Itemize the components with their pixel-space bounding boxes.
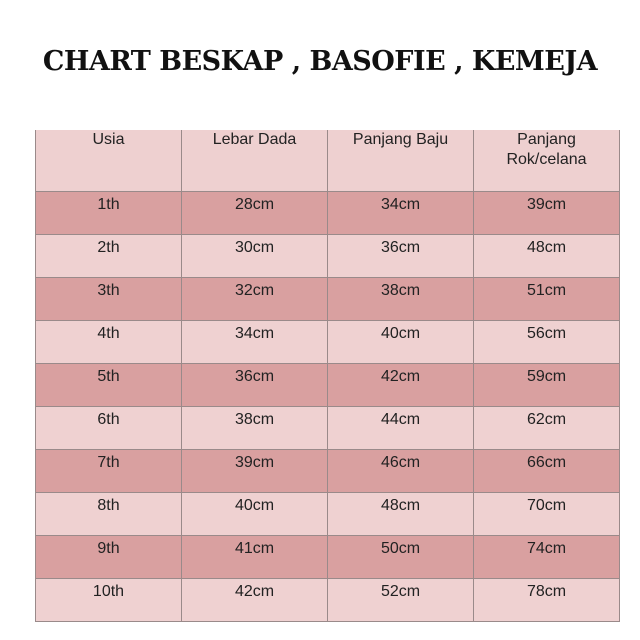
cell-lebar-dada: 30cm	[182, 235, 328, 278]
cell-panjang-rok-celana: 59cm	[474, 364, 620, 407]
cell-panjang-baju: 46cm	[328, 450, 474, 493]
cell-panjang-rok-celana: 39cm	[474, 192, 620, 235]
cell-usia: 10th	[36, 579, 182, 622]
cell-usia: 9th	[36, 536, 182, 579]
cell-panjang-baju: 52cm	[328, 579, 474, 622]
header-usia-label: Usia	[92, 131, 125, 148]
cell-panjang-rok-celana: 70cm	[474, 493, 620, 536]
header-panjang-rok-celana	[474, 130, 620, 192]
cell-panjang-baju: 38cm	[328, 278, 474, 321]
cell-usia: 5th	[36, 364, 182, 407]
cell-lebar-dada: 42cm	[182, 579, 328, 622]
cell-lebar-dada: 41cm	[182, 536, 328, 579]
cell-usia: 3th	[36, 278, 182, 321]
cell-panjang-rok-celana: 56cm	[474, 321, 620, 364]
table-row	[36, 321, 620, 364]
cell-usia: 8th	[36, 493, 182, 536]
page-title: CHART BESKAP , BASOFIE , KEMEJA	[42, 46, 598, 77]
table-row	[36, 278, 620, 321]
cell-usia: 4th	[36, 321, 182, 364]
table-row	[36, 192, 620, 235]
cell-usia: 1th	[36, 192, 182, 235]
cell-panjang-baju: 48cm	[328, 493, 474, 536]
cell-panjang-rok-celana: 74cm	[474, 536, 620, 579]
cell-panjang-rok-celana: 48cm	[474, 235, 620, 278]
table-row	[36, 235, 620, 278]
table-row	[36, 450, 620, 493]
cell-panjang-rok-celana: 78cm	[474, 579, 620, 622]
cell-panjang-baju: 42cm	[328, 364, 474, 407]
cell-panjang-baju: 44cm	[328, 407, 474, 450]
size-chart-table	[35, 130, 620, 622]
cell-usia: 6th	[36, 407, 182, 450]
header-rok-celana-label: Rok/celana	[506, 151, 587, 168]
cell-panjang-rok-celana: 51cm	[474, 278, 620, 321]
cell-lebar-dada: 28cm	[182, 192, 328, 235]
table-row	[36, 493, 620, 536]
table-row	[36, 407, 620, 450]
header-panjang-baju-label: Panjang Baju	[352, 131, 449, 148]
header-lebar-dada-label: Lebar Dada	[212, 131, 297, 148]
cell-lebar-dada: 38cm	[182, 407, 328, 450]
table-header-row	[36, 130, 620, 192]
header-lebar-dada	[182, 130, 328, 192]
table-row	[36, 364, 620, 407]
cell-lebar-dada: 32cm	[182, 278, 328, 321]
cell-usia: 7th	[36, 450, 182, 493]
cell-lebar-dada: 40cm	[182, 493, 328, 536]
cell-usia: 2th	[36, 235, 182, 278]
cell-lebar-dada: 34cm	[182, 321, 328, 364]
cell-panjang-baju: 50cm	[328, 536, 474, 579]
cell-panjang-baju: 40cm	[328, 321, 474, 364]
cell-panjang-rok-celana: 66cm	[474, 450, 620, 493]
cell-panjang-baju: 36cm	[328, 235, 474, 278]
cell-lebar-dada: 39cm	[182, 450, 328, 493]
header-panjang-baju	[328, 130, 474, 192]
cell-panjang-baju: 34cm	[328, 192, 474, 235]
table-row	[36, 536, 620, 579]
cell-lebar-dada: 36cm	[182, 364, 328, 407]
table-row	[36, 579, 620, 622]
header-panjang-label: Panjang	[517, 131, 576, 148]
header-usia	[36, 130, 182, 192]
cell-panjang-rok-celana: 62cm	[474, 407, 620, 450]
